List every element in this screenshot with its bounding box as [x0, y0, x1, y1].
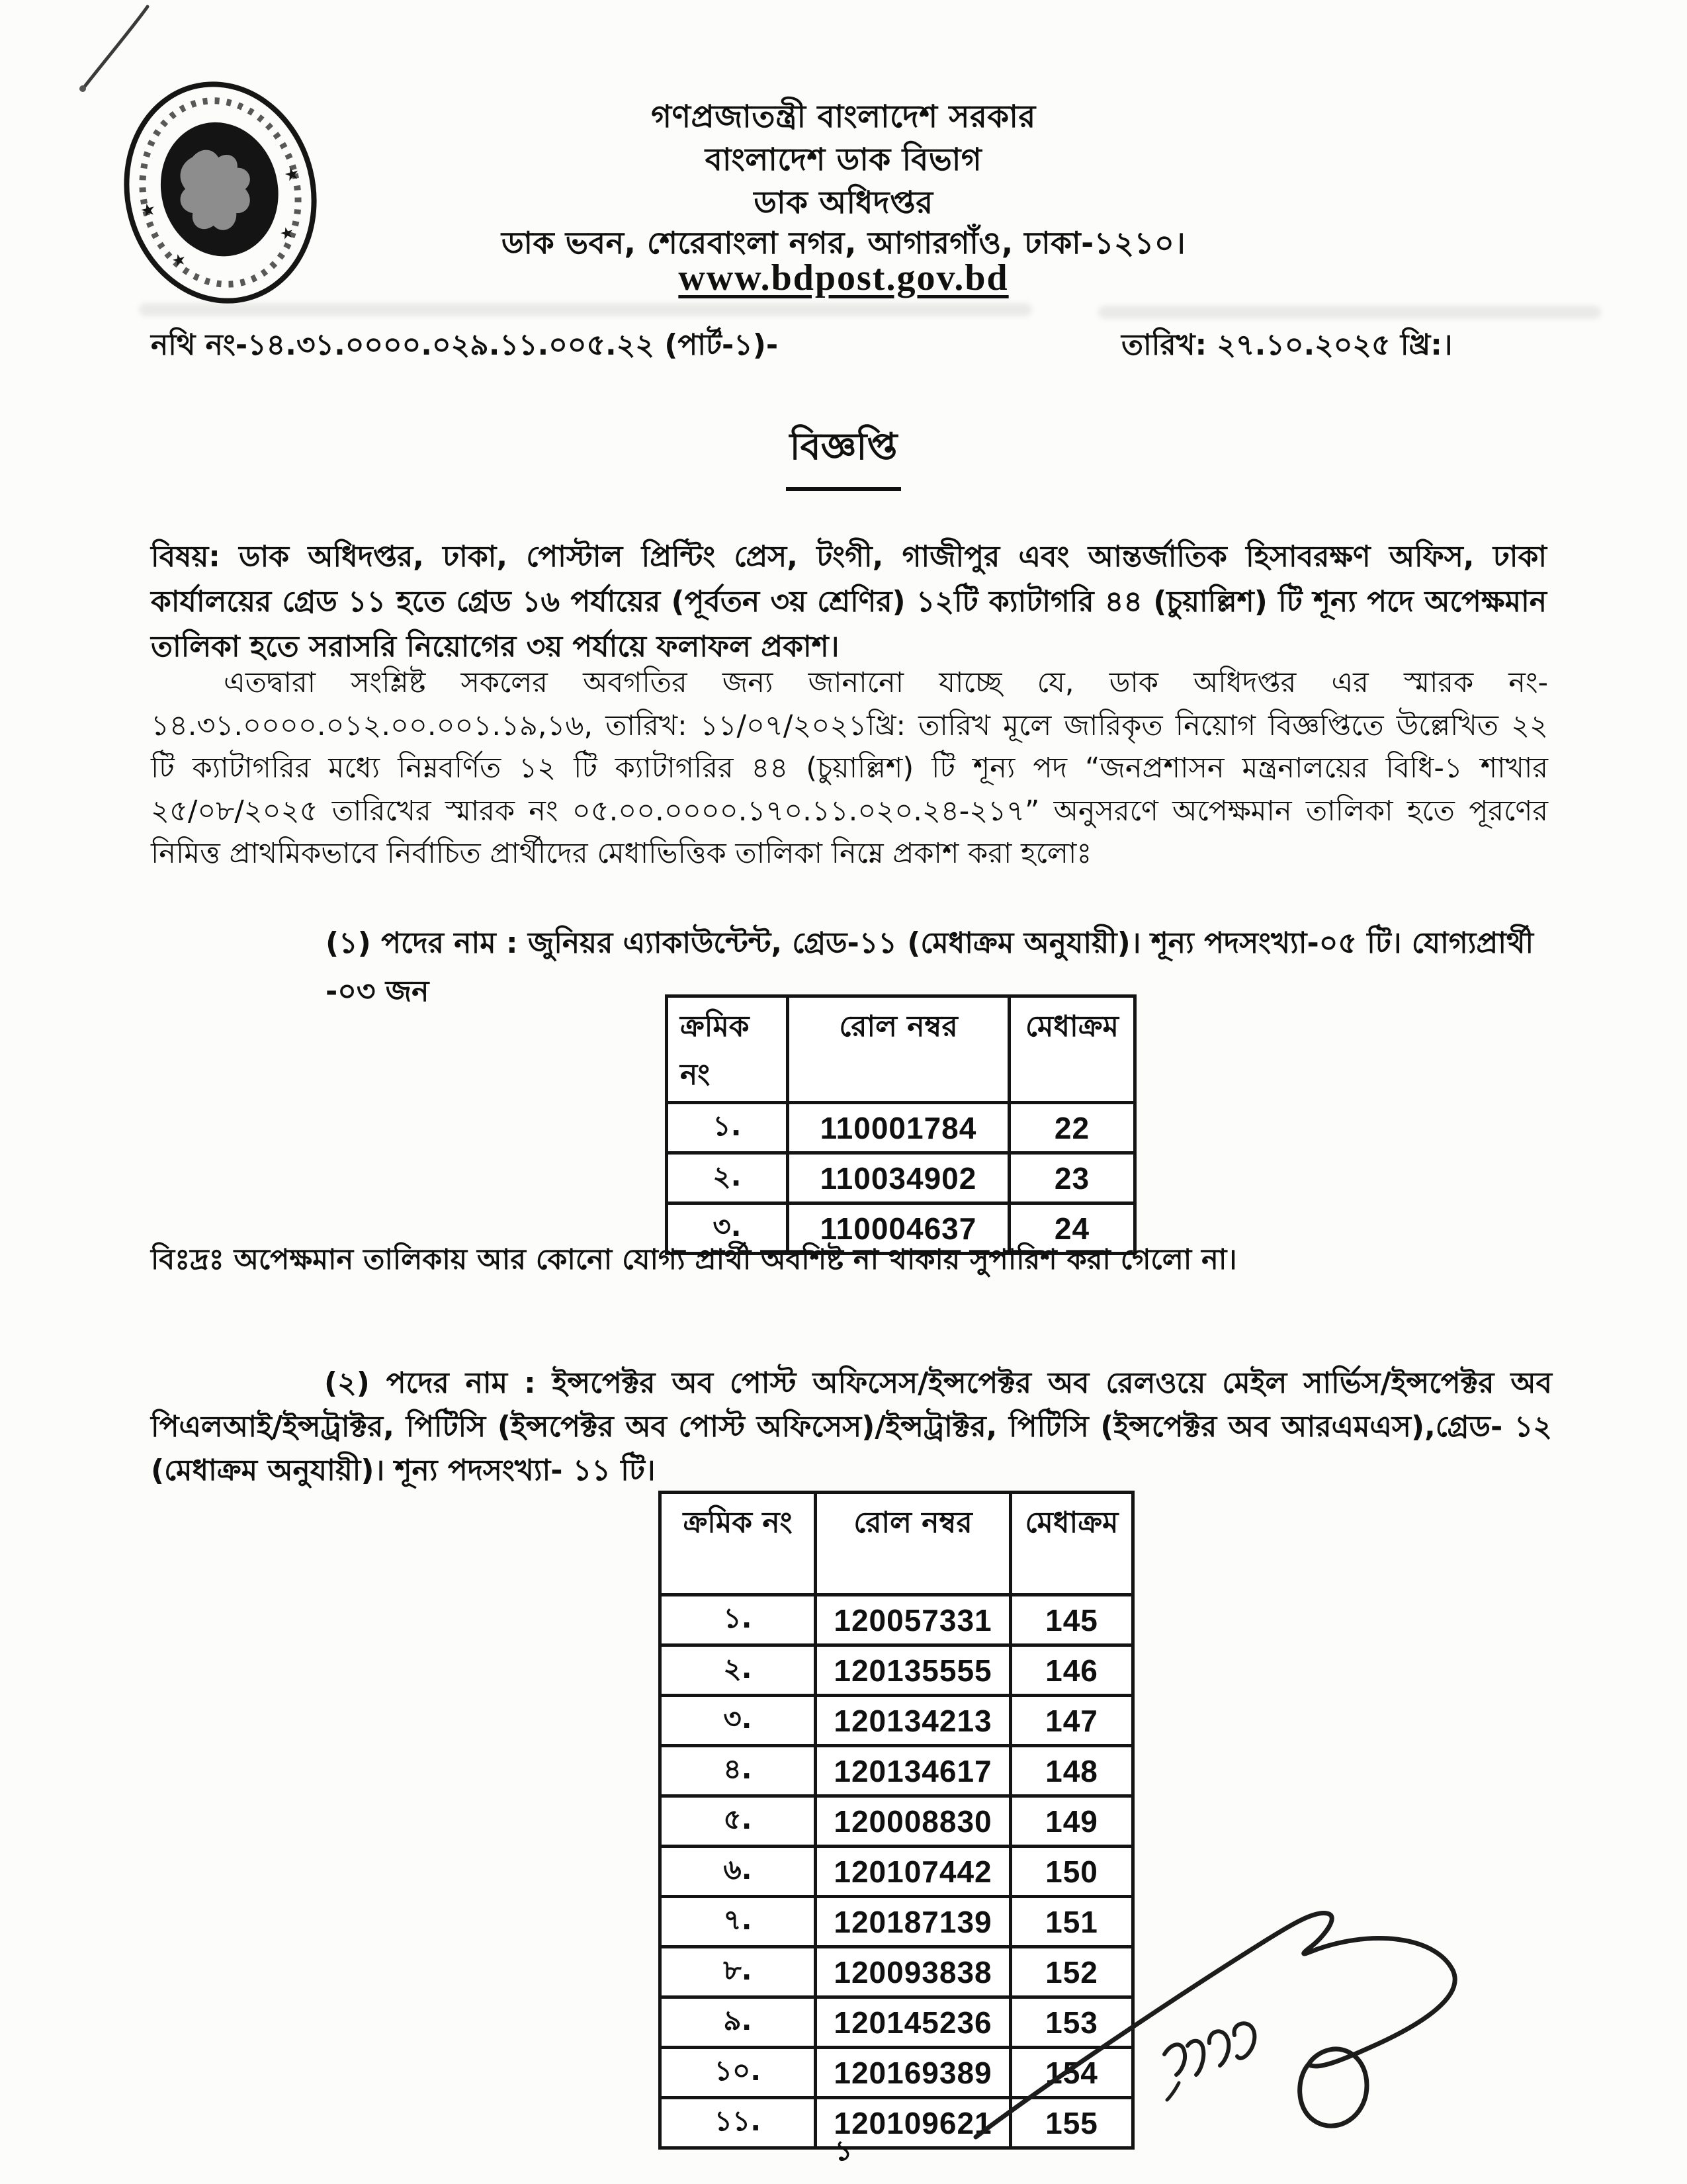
cell-roll: 120109621 [816, 2098, 1011, 2148]
file-number: নথি নং-১৪.৩১.০০০০.০২৯.১১.০০৫.২২ (পার্ট-১)- [151, 328, 779, 362]
svg-text:★: ★ [169, 249, 189, 271]
header-department-line: বাংলাদেশ ডাক বিভাগ [705, 142, 982, 178]
header-government-line: গণপ্রজাতন্ত্রী বাংলাদেশ সরকার [651, 99, 1036, 135]
cell-merit: 148 [1011, 1746, 1133, 1796]
subject-paragraph: বিষয়: ডাক অধিদপ্তর, ঢাকা, পোস্টাল প্রিন্টিং প্রেস, টংগী, গাজীপুর এবং আন্তর্জাতিক হিসাবরক্ষণ অফিস, ঢাকা কার্যালয়ের গ্রেড ১১ হতে গ্রেড ১৬ পর্যায়ের (পূর্বতন ৩য় শ্রেণির) ১২টি ক্যাটাগরি ৪৪ (চুয়াল্লিশ) টি শূন্য পদে অপেক্ষমান তালিকা হতে সরাসরি নিয়োগের ৩য় পর্যায়ে ফলাফল প্রকাশ। [151, 540, 1547, 664]
cell-serial: ৩. [667, 1203, 788, 1254]
cell-roll: 120134617 [816, 1746, 1011, 1796]
cell-serial: ২. [660, 1645, 816, 1696]
table-row [660, 1696, 1133, 1746]
svg-text:★: ★ [277, 222, 296, 244]
cell-roll: 120187139 [816, 1897, 1011, 1947]
cell-roll: 110004637 [788, 1203, 1010, 1254]
cell-serial: ১. [660, 1595, 816, 1645]
cell-merit: 151 [1011, 1897, 1133, 1947]
cell-serial: ১. [667, 1103, 788, 1153]
svg-text:★: ★ [138, 198, 158, 222]
table-row [660, 1796, 1133, 1847]
table-row [660, 1595, 1133, 1645]
cell-serial: ১১. [660, 2098, 816, 2148]
cell-roll: 120169389 [816, 2048, 1011, 2098]
table-row [667, 1103, 1135, 1153]
col-header-serial: ক্রমিক নং [667, 996, 788, 1103]
table-row [660, 1746, 1133, 1796]
cell-merit: 153 [1011, 1997, 1133, 2048]
cell-roll: 110034902 [788, 1153, 1010, 1203]
cell-roll: 120008830 [816, 1796, 1011, 1847]
cell-merit: 146 [1011, 1645, 1133, 1696]
body-paragraph: এতদ্বারা সংশ্লিষ্ট সকলের অবগতির জন্য জানানো যাচ্ছে যে, ডাক অধিদপ্তর এর স্মারক নং- ১৪.৩১.০০০০.০১২.০০.০০১.১৯,১৬, তারিখ: ১১/০৭/২০২১খ্রি: তারিখ মূলে জারিকৃত নিয়োগ বিজ্ঞপ্তিতে উল্লেখিত ২২ টি ক্যাটাগরির মধ্যে নিম্নবর্ণিত ১২ টি ক্যাটাগরির ৪৪ (চুয়াল্লিশ) টি শূন্য পদ “জনপ্রশাসন মন্ত্রনালয়ের বিধি-১ শাখার ২৫/০৮/২০২৫ তারিখের স্মারক নং ০৫.০০.০০০০.১৭০.১১.০২০.২৪-২১৭” অনুসরণে অপেক্ষমান তালিকা হতে পূরণের নিমিত্ত প্রাথমিকভাবে নির্বাচিত প্রার্থীদের মেধাভিত্তিক তালিকা নিম্নে প্রকাশ করা হলোঃ [151, 666, 1548, 870]
section2-heading: (২) পদের নাম : ইন্সপেক্টর অব পোস্ট অফিসেস/ইন্সপেক্টর অব রেলওয়ে মেইল সার্ভিস/ইন্সপেক্টর অব পিএলআই/ইন্সট্রাক্টর, পিটিসি (ইন্সপেক্টর অব পোস্ট অফিসেস)/ইন্সট্রাক্টর, পিটিসি (ইন্সপেক্টর অব আরএমএস),গ্রেড- ১২ (মেধাক্রম অনুযায়ী)। শূন্য পদসংখ্যা- ১১ টি। [151, 1366, 1552, 1487]
col-header-merit: মেধাক্রম [1010, 996, 1135, 1103]
col-header-merit: মেধাক্রম [1011, 1493, 1133, 1595]
notice-title-wrap [0, 418, 1687, 491]
header-directorate-line: ডাক অধিদপ্তর [754, 185, 933, 221]
table-row [660, 1645, 1133, 1696]
section1-note: বিঃদ্রঃ অপেক্ষমান তালিকায় আর কোনো যোগ্য প্রার্থী অবশিষ্ট না থাকায় সুপারিশ করা গেলো না। [151, 1243, 1237, 1276]
cell-roll: 110001784 [788, 1103, 1010, 1153]
cell-serial: ৮. [660, 1947, 816, 1997]
section1-heading: (১) পদের নাম : জুনিয়র এ্যাকাউন্টেন্ট, গ্রেড-১১ (মেধাক্রম অনুযায়ী)। শূন্য পদসংখ্যা-০৫ টি। যোগ্যপ্রার্থী -০৩ জন [325, 926, 1534, 1008]
table-header-row [667, 996, 1135, 1103]
cell-roll: 120057331 [816, 1595, 1011, 1645]
cell-serial: ৫. [660, 1796, 816, 1847]
cell-merit: 147 [1011, 1696, 1133, 1746]
cell-merit: 154 [1011, 2048, 1133, 2098]
cell-roll: 120145236 [816, 1997, 1011, 2048]
table-header-row [660, 1493, 1133, 1595]
scan-smudge [1098, 306, 1601, 319]
cell-merit: 22 [1010, 1103, 1135, 1153]
cell-roll: 120093838 [816, 1947, 1011, 1997]
header-address-line: ডাক ভবন, শেরেবাংলা নগর, আগারগাঁও, ঢাকা-১২১০। [501, 225, 1186, 261]
cell-serial: ২. [667, 1153, 788, 1203]
cell-serial: ৩. [660, 1696, 816, 1746]
cell-serial: ৪. [660, 1746, 816, 1796]
cell-serial: ৬. [660, 1847, 816, 1897]
cell-roll: 120107442 [816, 1847, 1011, 1897]
notice-title: বিজ্ঞপ্তি [786, 418, 902, 491]
cell-serial: ৯. [660, 1997, 816, 2048]
cell-merit: 24 [1010, 1203, 1135, 1254]
cell-serial: ৭. [660, 1897, 816, 1947]
cell-merit: 155 [1011, 2098, 1133, 2148]
cell-merit: 150 [1011, 1847, 1133, 1897]
table-row [667, 1153, 1135, 1203]
col-header-roll: রোল নম্বর [816, 1493, 1011, 1595]
cell-merit: 23 [1010, 1153, 1135, 1203]
col-header-serial: ক্রমিক নং [660, 1493, 816, 1595]
svg-text:★: ★ [282, 163, 302, 187]
issue-date: তারিখ: ২৭.১০.২০২৫ খ্রি:। [1121, 328, 1453, 362]
handwritten-signature [946, 1872, 1475, 2157]
header-website-text: www.bdpost.gov.bd [678, 257, 1009, 298]
page-number: ১ [834, 2134, 853, 2167]
cell-roll: 120134213 [816, 1696, 1011, 1746]
cell-merit: 149 [1011, 1796, 1133, 1847]
cell-roll: 120135555 [816, 1645, 1011, 1696]
col-header-roll: রোল নম্বর [788, 996, 1010, 1103]
cell-serial: ১০. [660, 2048, 816, 2098]
section1-result-table [665, 994, 1137, 1255]
cell-merit: 145 [1011, 1595, 1133, 1645]
cell-merit: 152 [1011, 1947, 1133, 1997]
